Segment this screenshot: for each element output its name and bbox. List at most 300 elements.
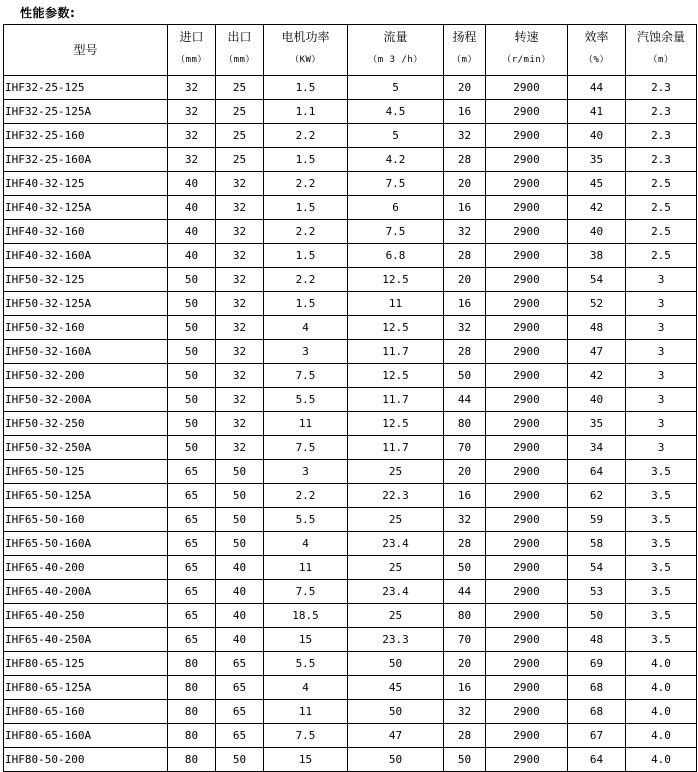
cell-power: 18.5: [264, 604, 348, 628]
cell-inlet: 50: [168, 268, 216, 292]
cell-head: 16: [444, 484, 486, 508]
cell-npsh: 2.3: [626, 148, 697, 172]
cell-npsh: 3: [626, 316, 697, 340]
cell-npsh: 2.5: [626, 244, 697, 268]
cell-head: 16: [444, 100, 486, 124]
table-row: [4, 460, 697, 484]
table-row: [4, 292, 697, 316]
cell-outlet: 65: [216, 676, 264, 700]
cell-head: 20: [444, 460, 486, 484]
cell-model: IHF50-32-200A: [4, 388, 168, 412]
cell-head: 20: [444, 652, 486, 676]
cell-inlet: 65: [168, 460, 216, 484]
cell-flow: 7.5: [348, 220, 444, 244]
cell-inlet: 65: [168, 580, 216, 604]
cell-flow: 11.7: [348, 436, 444, 460]
cell-inlet: 80: [168, 652, 216, 676]
cell-model: IHF50-32-125: [4, 268, 168, 292]
cell-outlet: 32: [216, 364, 264, 388]
cell-speed: 2900: [486, 556, 568, 580]
cell-efficiency: 40: [568, 124, 626, 148]
cell-efficiency: 41: [568, 100, 626, 124]
cell-inlet: 80: [168, 676, 216, 700]
header-row: [4, 25, 697, 76]
table-row: [4, 604, 697, 628]
cell-head: 28: [444, 532, 486, 556]
cell-head: 50: [444, 748, 486, 772]
cell-power: 7.5: [264, 436, 348, 460]
cell-efficiency: 68: [568, 700, 626, 724]
header-inlet: 进口 （mm）: [168, 25, 216, 76]
cell-inlet: 65: [168, 556, 216, 580]
cell-flow: 45: [348, 676, 444, 700]
cell-model: IHF40-32-125: [4, 172, 168, 196]
cell-power: 5.5: [264, 388, 348, 412]
cell-flow: 11.7: [348, 388, 444, 412]
cell-speed: 2900: [486, 244, 568, 268]
cell-model: IHF50-32-250A: [4, 436, 168, 460]
cell-speed: 2900: [486, 700, 568, 724]
cell-model: IHF65-40-200A: [4, 580, 168, 604]
cell-efficiency: 35: [568, 412, 626, 436]
table-row: [4, 196, 697, 220]
cell-efficiency: 47: [568, 340, 626, 364]
cell-power: 2.2: [264, 220, 348, 244]
cell-power: 1.5: [264, 148, 348, 172]
cell-npsh: 4.0: [626, 652, 697, 676]
cell-power: 1.5: [264, 76, 348, 100]
cell-power: 15: [264, 628, 348, 652]
cell-inlet: 65: [168, 508, 216, 532]
cell-efficiency: 48: [568, 628, 626, 652]
cell-outlet: 50: [216, 532, 264, 556]
cell-efficiency: 40: [568, 220, 626, 244]
cell-flow: 5: [348, 76, 444, 100]
cell-flow: 11.7: [348, 340, 444, 364]
cell-npsh: 4.0: [626, 676, 697, 700]
cell-speed: 2900: [486, 628, 568, 652]
cell-efficiency: 52: [568, 292, 626, 316]
cell-flow: 5: [348, 124, 444, 148]
cell-power: 2.2: [264, 124, 348, 148]
cell-power: 7.5: [264, 364, 348, 388]
cell-speed: 2900: [486, 76, 568, 100]
cell-efficiency: 59: [568, 508, 626, 532]
cell-flow: 12.5: [348, 412, 444, 436]
cell-power: 1.5: [264, 292, 348, 316]
cell-speed: 2900: [486, 724, 568, 748]
cell-outlet: 25: [216, 124, 264, 148]
cell-model: IHF32-25-160A: [4, 148, 168, 172]
cell-efficiency: 38: [568, 244, 626, 268]
cell-npsh: 3: [626, 340, 697, 364]
cell-head: 50: [444, 364, 486, 388]
cell-flow: 12.5: [348, 268, 444, 292]
cell-speed: 2900: [486, 412, 568, 436]
table-row: [4, 748, 697, 772]
cell-npsh: 3: [626, 364, 697, 388]
cell-efficiency: 40: [568, 388, 626, 412]
cell-outlet: 32: [216, 244, 264, 268]
cell-power: 2.2: [264, 484, 348, 508]
cell-speed: 2900: [486, 340, 568, 364]
cell-inlet: 32: [168, 76, 216, 100]
cell-outlet: 32: [216, 412, 264, 436]
cell-npsh: 3: [626, 412, 697, 436]
cell-npsh: 2.5: [626, 220, 697, 244]
cell-inlet: 50: [168, 292, 216, 316]
header-head: 扬程 （m）: [444, 25, 486, 76]
header-npsh: 汽蚀余量 （m）: [626, 25, 697, 76]
cell-outlet: 40: [216, 556, 264, 580]
cell-power: 5.5: [264, 652, 348, 676]
cell-power: 1.5: [264, 244, 348, 268]
cell-model: IHF40-32-160A: [4, 244, 168, 268]
table-row: [4, 340, 697, 364]
cell-head: 70: [444, 436, 486, 460]
cell-npsh: 2.3: [626, 124, 697, 148]
cell-inlet: 65: [168, 628, 216, 652]
cell-npsh: 3.5: [626, 532, 697, 556]
cell-power: 3: [264, 340, 348, 364]
cell-npsh: 4.0: [626, 748, 697, 772]
cell-efficiency: 34: [568, 436, 626, 460]
cell-efficiency: 54: [568, 556, 626, 580]
cell-head: 80: [444, 604, 486, 628]
cell-model: IHF65-40-250A: [4, 628, 168, 652]
cell-inlet: 80: [168, 724, 216, 748]
cell-efficiency: 69: [568, 652, 626, 676]
cell-head: 16: [444, 292, 486, 316]
cell-outlet: 50: [216, 460, 264, 484]
cell-flow: 47: [348, 724, 444, 748]
table-row: [4, 532, 697, 556]
cell-flow: 7.5: [348, 172, 444, 196]
table-row: [4, 76, 697, 100]
cell-npsh: 2.3: [626, 76, 697, 100]
cell-head: 44: [444, 580, 486, 604]
table-row: [4, 268, 697, 292]
cell-efficiency: 48: [568, 316, 626, 340]
cell-head: 80: [444, 412, 486, 436]
table-row: [4, 124, 697, 148]
cell-model: IHF50-32-250: [4, 412, 168, 436]
table-row: [4, 364, 697, 388]
cell-flow: 23.4: [348, 532, 444, 556]
table-row: [4, 316, 697, 340]
cell-model: IHF32-25-125: [4, 76, 168, 100]
cell-efficiency: 64: [568, 748, 626, 772]
cell-speed: 2900: [486, 268, 568, 292]
cell-flow: 12.5: [348, 364, 444, 388]
cell-outlet: 32: [216, 388, 264, 412]
cell-inlet: 65: [168, 532, 216, 556]
cell-head: 28: [444, 724, 486, 748]
cell-npsh: 4.0: [626, 724, 697, 748]
table-row: [4, 484, 697, 508]
cell-outlet: 65: [216, 700, 264, 724]
cell-model: IHF32-25-160: [4, 124, 168, 148]
cell-inlet: 40: [168, 196, 216, 220]
cell-speed: 2900: [486, 316, 568, 340]
cell-speed: 2900: [486, 580, 568, 604]
cell-efficiency: 50: [568, 604, 626, 628]
cell-model: IHF80-65-160: [4, 700, 168, 724]
cell-outlet: 25: [216, 76, 264, 100]
cell-outlet: 25: [216, 100, 264, 124]
cell-speed: 2900: [486, 460, 568, 484]
cell-model: IHF50-32-160A: [4, 340, 168, 364]
cell-npsh: 2.5: [626, 196, 697, 220]
cell-head: 32: [444, 124, 486, 148]
cell-speed: 2900: [486, 292, 568, 316]
cell-flow: 6: [348, 196, 444, 220]
header-motor-power: 电机功率 （KW）: [264, 25, 348, 76]
cell-model: IHF40-32-125A: [4, 196, 168, 220]
performance-table: [3, 24, 697, 772]
cell-inlet: 40: [168, 172, 216, 196]
cell-power: 5.5: [264, 508, 348, 532]
cell-npsh: 3.5: [626, 508, 697, 532]
cell-npsh: 3.5: [626, 604, 697, 628]
cell-outlet: 32: [216, 436, 264, 460]
cell-flow: 25: [348, 508, 444, 532]
cell-npsh: 2.5: [626, 172, 697, 196]
cell-head: 32: [444, 316, 486, 340]
cell-power: 11: [264, 700, 348, 724]
cell-model: IHF40-32-160: [4, 220, 168, 244]
cell-outlet: 32: [216, 196, 264, 220]
table-row: [4, 100, 697, 124]
cell-inlet: 65: [168, 604, 216, 628]
cell-head: 16: [444, 196, 486, 220]
table-row: [4, 172, 697, 196]
cell-model: IHF65-40-200: [4, 556, 168, 580]
cell-npsh: 3: [626, 292, 697, 316]
cell-speed: 2900: [486, 172, 568, 196]
cell-power: 11: [264, 412, 348, 436]
cell-flow: 4.2: [348, 148, 444, 172]
table-row: [4, 580, 697, 604]
cell-model: IHF50-32-125A: [4, 292, 168, 316]
cell-inlet: 50: [168, 412, 216, 436]
cell-model: IHF80-65-160A: [4, 724, 168, 748]
cell-npsh: 3: [626, 268, 697, 292]
cell-npsh: 4.0: [626, 700, 697, 724]
cell-inlet: 50: [168, 388, 216, 412]
cell-efficiency: 35: [568, 148, 626, 172]
cell-outlet: 40: [216, 628, 264, 652]
cell-speed: 2900: [486, 436, 568, 460]
cell-npsh: 3.5: [626, 556, 697, 580]
cell-npsh: 3: [626, 388, 697, 412]
cell-inlet: 80: [168, 700, 216, 724]
cell-head: 50: [444, 556, 486, 580]
cell-model: IHF65-50-160A: [4, 532, 168, 556]
cell-flow: 25: [348, 604, 444, 628]
cell-speed: 2900: [486, 604, 568, 628]
cell-speed: 2900: [486, 508, 568, 532]
cell-npsh: 3.5: [626, 628, 697, 652]
cell-efficiency: 58: [568, 532, 626, 556]
cell-power: 4: [264, 676, 348, 700]
table-row: [4, 244, 697, 268]
cell-flow: 23.3: [348, 628, 444, 652]
cell-flow: 50: [348, 652, 444, 676]
cell-power: 4: [264, 532, 348, 556]
cell-flow: 4.5: [348, 100, 444, 124]
cell-speed: 2900: [486, 148, 568, 172]
cell-model: IHF65-50-125: [4, 460, 168, 484]
cell-speed: 2900: [486, 532, 568, 556]
cell-model: IHF80-50-200: [4, 748, 168, 772]
cell-efficiency: 54: [568, 268, 626, 292]
cell-power: 2.2: [264, 268, 348, 292]
table-row: [4, 388, 697, 412]
table-row: [4, 436, 697, 460]
table-row: [4, 148, 697, 172]
cell-inlet: 50: [168, 340, 216, 364]
cell-head: 20: [444, 172, 486, 196]
cell-outlet: 65: [216, 652, 264, 676]
cell-model: IHF80-65-125: [4, 652, 168, 676]
cell-inlet: 50: [168, 364, 216, 388]
cell-inlet: 32: [168, 100, 216, 124]
table-row: [4, 220, 697, 244]
cell-speed: 2900: [486, 364, 568, 388]
header-model: 型号: [4, 25, 168, 76]
cell-power: 4: [264, 316, 348, 340]
cell-head: 32: [444, 220, 486, 244]
cell-power: 3: [264, 460, 348, 484]
cell-outlet: 32: [216, 316, 264, 340]
cell-efficiency: 64: [568, 460, 626, 484]
table-row: [4, 628, 697, 652]
cell-efficiency: 67: [568, 724, 626, 748]
cell-model: IHF80-65-125A: [4, 676, 168, 700]
cell-power: 15: [264, 748, 348, 772]
cell-power: 7.5: [264, 580, 348, 604]
cell-inlet: 32: [168, 124, 216, 148]
cell-efficiency: 42: [568, 196, 626, 220]
cell-outlet: 25: [216, 148, 264, 172]
cell-flow: 25: [348, 556, 444, 580]
cell-speed: 2900: [486, 100, 568, 124]
cell-head: 28: [444, 340, 486, 364]
cell-speed: 2900: [486, 484, 568, 508]
table-row: [4, 676, 697, 700]
header-efficiency: 效率 （%）: [568, 25, 626, 76]
cell-outlet: 50: [216, 748, 264, 772]
cell-flow: 50: [348, 748, 444, 772]
section-title: 性能参数:: [20, 6, 76, 20]
table-row: [4, 724, 697, 748]
cell-speed: 2900: [486, 196, 568, 220]
cell-outlet: 32: [216, 220, 264, 244]
cell-speed: 2900: [486, 652, 568, 676]
cell-outlet: 32: [216, 292, 264, 316]
cell-outlet: 50: [216, 484, 264, 508]
cell-power: 1.5: [264, 196, 348, 220]
cell-efficiency: 45: [568, 172, 626, 196]
cell-inlet: 80: [168, 748, 216, 772]
cell-outlet: 32: [216, 340, 264, 364]
cell-model: IHF50-32-160: [4, 316, 168, 340]
cell-power: 1.1: [264, 100, 348, 124]
cell-head: 20: [444, 268, 486, 292]
header-outlet: 出口 （mm）: [216, 25, 264, 76]
header-speed: 转速 （r/min）: [486, 25, 568, 76]
table-row: [4, 556, 697, 580]
cell-power: 7.5: [264, 724, 348, 748]
cell-outlet: 32: [216, 268, 264, 292]
cell-head: 16: [444, 676, 486, 700]
cell-efficiency: 53: [568, 580, 626, 604]
cell-outlet: 32: [216, 172, 264, 196]
cell-npsh: 3.5: [626, 484, 697, 508]
cell-power: 11: [264, 556, 348, 580]
cell-head: 44: [444, 388, 486, 412]
cell-npsh: 2.3: [626, 100, 697, 124]
cell-npsh: 3.5: [626, 580, 697, 604]
cell-flow: 6.8: [348, 244, 444, 268]
cell-inlet: 50: [168, 436, 216, 460]
cell-model: IHF65-50-160: [4, 508, 168, 532]
table-row: [4, 652, 697, 676]
cell-outlet: 50: [216, 508, 264, 532]
cell-speed: 2900: [486, 748, 568, 772]
cell-head: 70: [444, 628, 486, 652]
cell-inlet: 32: [168, 148, 216, 172]
cell-head: 32: [444, 700, 486, 724]
cell-outlet: 40: [216, 604, 264, 628]
cell-npsh: 3: [626, 436, 697, 460]
cell-inlet: 40: [168, 244, 216, 268]
cell-flow: 50: [348, 700, 444, 724]
cell-inlet: 40: [168, 220, 216, 244]
cell-model: IHF65-40-250: [4, 604, 168, 628]
table-row: [4, 700, 697, 724]
cell-flow: 23.4: [348, 580, 444, 604]
cell-efficiency: 44: [568, 76, 626, 100]
table-row: [4, 508, 697, 532]
cell-outlet: 40: [216, 580, 264, 604]
cell-efficiency: 42: [568, 364, 626, 388]
cell-flow: 22.3: [348, 484, 444, 508]
header-flow: 流量 （m 3 /h）: [348, 25, 444, 76]
cell-speed: 2900: [486, 676, 568, 700]
cell-flow: 12.5: [348, 316, 444, 340]
cell-efficiency: 68: [568, 676, 626, 700]
cell-speed: 2900: [486, 220, 568, 244]
cell-inlet: 50: [168, 316, 216, 340]
cell-flow: 11: [348, 292, 444, 316]
cell-model: IHF32-25-125A: [4, 100, 168, 124]
cell-inlet: 65: [168, 484, 216, 508]
cell-outlet: 65: [216, 724, 264, 748]
cell-speed: 2900: [486, 388, 568, 412]
cell-head: 28: [444, 244, 486, 268]
cell-npsh: 3.5: [626, 460, 697, 484]
cell-speed: 2900: [486, 124, 568, 148]
cell-head: 32: [444, 508, 486, 532]
cell-model: IHF65-50-125A: [4, 484, 168, 508]
cell-power: 2.2: [264, 172, 348, 196]
table-row: [4, 412, 697, 436]
cell-flow: 25: [348, 460, 444, 484]
cell-efficiency: 62: [568, 484, 626, 508]
cell-head: 20: [444, 76, 486, 100]
